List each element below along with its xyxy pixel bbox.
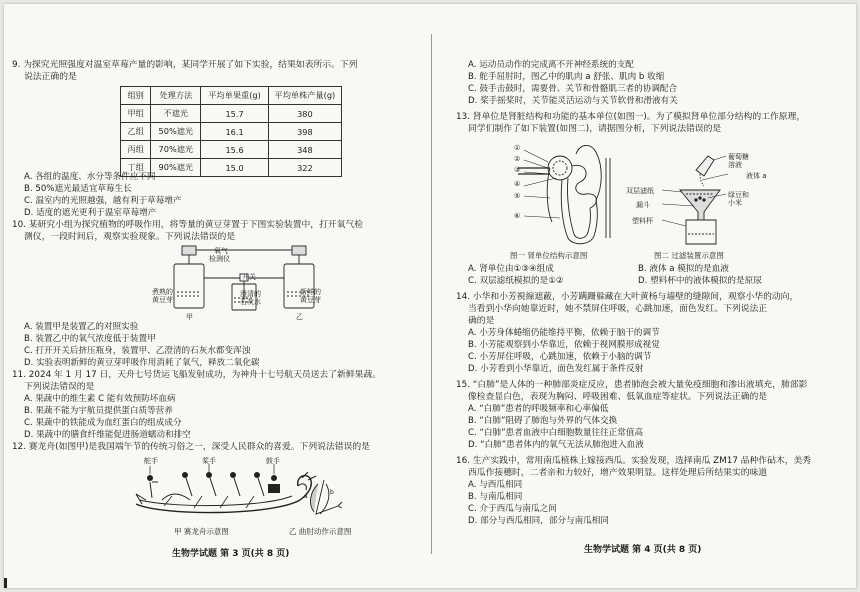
q10-option-b: B. 装置乙中的氧气浓度低于装置甲 bbox=[24, 334, 156, 344]
q10-label-left-jar2: 黄豆芽 bbox=[152, 296, 173, 304]
label-solution: 溶液 bbox=[728, 161, 742, 169]
scan-edge-mark bbox=[4, 578, 7, 588]
q11-option-a: A. 果蔬中的维生素 C 能有效预防坏血病 bbox=[24, 394, 176, 404]
nephron-label-5: ⑤ bbox=[514, 192, 521, 200]
q12-option-a: A. 运动员动作的完成离不开神经系统的支配 bbox=[468, 60, 634, 70]
q15-option-d: D. “白肺”患者体内的氧气无法从肺泡进入血液 bbox=[468, 440, 644, 450]
elbow-flex-figure bbox=[294, 478, 344, 528]
q14-option-a: A. 小芳身体蜷缩仍能维持平衡，依赖于脑干的调节 bbox=[468, 328, 660, 338]
left-page bbox=[4, 4, 432, 588]
q14-option-c: C. 小芳屏住呼吸，心跳加速，依赖于小脑的调节 bbox=[468, 352, 652, 362]
nephron-label-6: ⑥ bbox=[514, 212, 521, 220]
q14-stem-line2: 当看到小华向她靠近时，她不禁屏住呼吸，心跳加速，面色发红。下列说法正 bbox=[468, 304, 768, 314]
label-drummer: 鼓手 bbox=[266, 457, 280, 465]
left-page-footer: 生物学试题 第 3 页(共 8 页) bbox=[172, 549, 290, 559]
table-cell: 15.7 bbox=[201, 105, 268, 123]
figure-caption-nephron: 图一 肾单位结构示意图 bbox=[510, 251, 588, 260]
table-row bbox=[121, 123, 342, 141]
table-row bbox=[121, 105, 342, 123]
figure-caption-filter: 图二 过滤装置示意图 bbox=[654, 251, 724, 260]
q10-label-right-jar: 新鲜的 bbox=[300, 288, 321, 296]
table-cell: 50%遮光 bbox=[151, 123, 201, 141]
q10-label-water2: 石灰水 bbox=[240, 298, 261, 306]
q10-label-yi: 乙 bbox=[296, 313, 303, 321]
label-cup: 塑料杯 bbox=[632, 217, 653, 225]
right-page bbox=[432, 4, 856, 588]
q10-apparatus-figure bbox=[144, 244, 344, 322]
q12-stem: 12. 赛龙舟(如图甲)是我国端午节的传统习俗之一，深受人民群众的喜爱。下列说法错误的是 bbox=[12, 442, 370, 452]
q10-stem-line1: 10. 某研究小组为探究植物的呼吸作用，将等量的黄豆芽置于下图实验装置中，打开氧气检 bbox=[12, 220, 364, 230]
q14-stem-line3: 确的是 bbox=[468, 316, 495, 326]
table-cell: 丁组 bbox=[121, 159, 151, 177]
label-rower: 桨手 bbox=[202, 457, 216, 465]
table-header-cell: 组别 bbox=[121, 87, 151, 105]
q10-label-water: 澄清的 bbox=[240, 290, 261, 298]
table-cell: 322 bbox=[268, 159, 341, 177]
q16-option-c: C. 介于西瓜与南瓜之间 bbox=[468, 504, 557, 514]
table-cell: 不遮光 bbox=[151, 105, 201, 123]
nephron-figure bbox=[510, 138, 620, 248]
q10-label-switch: 开关 bbox=[242, 273, 256, 281]
q13-option-a: A. 肾单位由①③④组成 bbox=[468, 264, 554, 274]
q9-option-d: D. 适度的遮光更利于温室草莓增产 bbox=[24, 208, 157, 218]
q13-option-d: D. 塑料杯中的液体模拟的是原尿 bbox=[638, 276, 762, 286]
q12-option-b: B. 舵手屈肘时，图乙中的肌肉 a 舒张、肌肉 b 收缩 bbox=[468, 72, 665, 82]
q9-stem-line2: 说法正确的是 bbox=[24, 72, 77, 82]
table-row bbox=[121, 141, 342, 159]
q10-label-sensor2: 检测仪 bbox=[209, 255, 230, 263]
table-header-cell: 平均单株产量(g) bbox=[268, 87, 341, 105]
q13-option-b: B. 液体 a 模拟的是血液 bbox=[638, 264, 729, 274]
label-filter: 双层滤纸 bbox=[626, 187, 654, 195]
q10-option-d: D. 实验表明新鲜的黄豆芽呼吸作用消耗了氧气，释放二氧化碳 bbox=[24, 358, 260, 368]
label-glucose: 葡萄糖 bbox=[728, 153, 749, 161]
q10-option-c: C. 打开开关后挤压瓶身，装置甲、乙澄清的石灰水都变浑浊 bbox=[24, 346, 251, 356]
table-cell: 16.1 bbox=[201, 123, 268, 141]
q12-option-c: C. 鼓手击鼓时，需要骨、关节和骨骼肌三者的协调配合 bbox=[468, 84, 678, 94]
q11-option-c: C. 果蔬中的铁能成为血红蛋白的组成成分 bbox=[24, 418, 182, 428]
q13-stem-line2: 同学们制作了如下装置(如图二)，请据图分析，下列说法错误的是 bbox=[468, 124, 722, 134]
table-cell: 90%遮光 bbox=[151, 159, 201, 177]
q16-stem-line1: 16. 生产实践中，常用南瓜植株上嫁接西瓜。实验发现，选择南瓜 ZM17 品种作砧木，美秀 bbox=[456, 456, 812, 466]
q16-option-a: A. 与西瓜相同 bbox=[468, 480, 523, 490]
table-header-cell: 处理方法 bbox=[151, 87, 201, 105]
q10-label-jia: 甲 bbox=[186, 313, 193, 321]
q16-option-d: D. 部分与西瓜相同，部分与南瓜相同 bbox=[468, 516, 609, 526]
q11-option-b: B. 果蔬不能为宇航员提供蛋白质等营养 bbox=[24, 406, 173, 416]
label-liquid-a: 液体 a bbox=[746, 172, 767, 180]
exam-spread bbox=[4, 4, 856, 588]
q9-option-c: C. 温室内的光照越强，越有利于草莓增产 bbox=[24, 196, 182, 206]
q9-option-a: A. 各组的温度、水分等条件应不同 bbox=[24, 172, 156, 182]
nephron-label-4: ④ bbox=[514, 180, 521, 188]
q13-stem-line1: 13. 肾单位是肾脏结构和功能的基本单位(如图一)。为了模拟肾单位部分结构的工作原理， bbox=[456, 112, 806, 122]
label-beans1: 绿豆和 bbox=[728, 191, 749, 199]
q10-stem-line2: 测仪，一段时间后，观察实验现象。下列说法错误的是 bbox=[24, 232, 236, 242]
nephron-label-3: ③ bbox=[514, 166, 521, 174]
q9-option-b: B. 50%遮光最适宜草莓生长 bbox=[24, 184, 132, 194]
q14-option-d: D. 小芳看到小华靠近，面色发红属于条件反射 bbox=[468, 364, 644, 374]
table-header-row bbox=[121, 87, 342, 105]
table-cell: 70%遮光 bbox=[151, 141, 201, 159]
q10-label-left-jar: 煮熟的 bbox=[152, 288, 173, 296]
q10-option-a: A. 装置甲是装置乙的对照实验 bbox=[24, 322, 139, 332]
q16-stem-line2: 西瓜作接穗时，二者亲和力较好，增产效果明显。这样处理后所结果实的味道 bbox=[468, 468, 768, 478]
q11-option-d: D. 果蔬中的膳食纤维能促进肠道蠕动和排空 bbox=[24, 430, 191, 440]
q9-results-table bbox=[120, 86, 342, 177]
nephron-label-2: ② bbox=[514, 155, 521, 163]
svg-text:a: a bbox=[304, 493, 308, 500]
q11-stem-line2: 下列说法错误的是 bbox=[24, 382, 95, 392]
table-cell: 348 bbox=[268, 141, 341, 159]
q11-stem-line1: 11. 2024 年 1 月 17 日，天舟七号货运飞船发射成功，为神舟十七号航天员送去了新鲜果蔬。 bbox=[12, 370, 382, 380]
table-cell: 15.0 bbox=[201, 159, 268, 177]
table-header-cell: 平均单果重(g) bbox=[201, 87, 268, 105]
table-cell: 398 bbox=[268, 123, 341, 141]
label-rudder: 舵手 bbox=[144, 457, 158, 465]
q9-stem-line1: 9. 为探究光照强度对温室草莓产量的影响，某同学开展了如下实验，结果如表所示。下列 bbox=[12, 60, 358, 70]
table-cell: 380 bbox=[268, 105, 341, 123]
table-cell: 甲组 bbox=[121, 105, 151, 123]
q15-stem-line1: 15. “白肺”是人体的一种肺部炎症反应，患者肺泡会被大量免疫细胞和渗出液填充，肺部影 bbox=[456, 380, 808, 390]
q14-stem-line1: 14. 小华和小芳視線遮蔽，小芳蹒跚躲藏在大叶黄杨与墙壁的缝隙间，观察小华的动向， bbox=[456, 292, 799, 302]
q15-stem-line2: 像检查显白色，表现为胸闷、呼吸困难、低氧血症等症状。下列说法正确的是 bbox=[468, 392, 768, 402]
right-page-footer: 生物学试题 第 4 页(共 8 页) bbox=[584, 545, 702, 555]
label-funnel: 漏斗 bbox=[636, 201, 650, 209]
figure-caption-boat: 甲 赛龙舟示意图 bbox=[174, 527, 229, 536]
table-cell: 15.6 bbox=[201, 141, 268, 159]
table-cell: 乙组 bbox=[121, 123, 151, 141]
q14-option-b: B. 小芳能观察到小华靠近，依赖于视网膜形成视觉 bbox=[468, 340, 660, 350]
figure-caption-elbow: 乙 曲肘动作示意图 bbox=[289, 527, 352, 536]
q12-option-d: D. 桨手摇桨时，关节能灵活运动与关节软骨和滑液有关 bbox=[468, 96, 678, 106]
q10-label-right-jar2: 黄豆芽 bbox=[300, 296, 321, 304]
q10-label-sensor: 氧气 bbox=[214, 247, 228, 255]
q16-option-b: B. 与南瓜相同 bbox=[468, 492, 523, 502]
svg-text:b: b bbox=[330, 489, 334, 496]
q15-option-c: C. “白肺”患者血液中白细胞数量往往正常值高 bbox=[468, 428, 644, 438]
q15-option-b: B. “白肺”阻碍了肺泡与外界的气体交换 bbox=[468, 416, 618, 426]
label-beans2: 小米 bbox=[728, 199, 742, 207]
table-cell: 丙组 bbox=[121, 141, 151, 159]
q15-option-a: A. “白肺”患者的呼吸频率和心率偏低 bbox=[468, 404, 609, 414]
q13-option-c: C. 双层滤纸模拟的是①② bbox=[468, 276, 564, 286]
nephron-label-1: ① bbox=[514, 144, 521, 152]
